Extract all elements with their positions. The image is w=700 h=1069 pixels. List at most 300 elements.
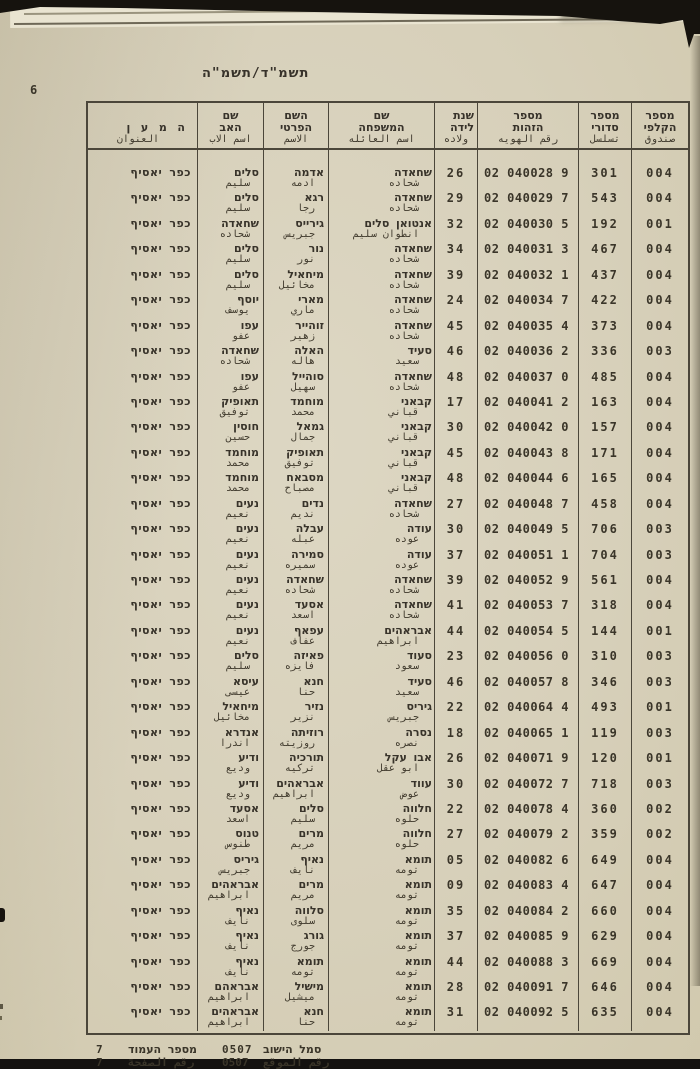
column-address (88, 150, 198, 1031)
cell-ballot: 004 (646, 980, 674, 994)
page-number-top: 6 (30, 83, 38, 97)
cell-ballot: 001 (646, 700, 674, 715)
cell-id: 02 040072 7 (484, 776, 569, 791)
cell-ballot: 004 (646, 929, 674, 944)
cell-birth: 44 (446, 623, 466, 638)
cell-first: אבראהים ابراهيم (272, 776, 324, 800)
header-address (88, 103, 198, 148)
cell-first: רגא رجا (296, 191, 324, 215)
cell-id: 02 040091 7 (484, 980, 569, 994)
cell-first: סוהייל سهيل (290, 369, 324, 393)
cell-birth: 05 (446, 852, 466, 867)
cell-ballot: 004 (646, 318, 674, 333)
header-father-name: שם האב اسم الاب (198, 103, 264, 148)
cell-first: מארי ماري (290, 293, 324, 317)
cell-id: 02 040042 0 (484, 420, 569, 435)
cell-address: כפר יאסיף (130, 293, 191, 307)
cell-father: שחאדה شحاده (219, 344, 259, 368)
footer-settlement-code: 0507 (222, 1043, 253, 1056)
cell-first: נאיף نايف (290, 852, 324, 876)
cell-address: כפר יאסיף (130, 267, 191, 281)
cell-id: 02 040029 7 (484, 191, 569, 206)
scan-mark (0, 1016, 2, 1020)
cell-father: ודיע وديع (225, 776, 259, 800)
cell-address: כפר יאסיף (130, 522, 191, 536)
cell-birth: 28 (446, 980, 466, 994)
cell-ballot: 001 (646, 751, 674, 766)
cell-first: גירייס جبريس (284, 216, 324, 240)
cell-father: סלים سليم (225, 267, 259, 291)
cell-address: כפר יאסיף (130, 878, 191, 892)
cell-id: 02 040043 8 (484, 445, 569, 460)
cell-birth: 39 (446, 573, 466, 587)
cell-birth: 45 (446, 445, 466, 460)
cell-serial: 629 (591, 929, 619, 944)
header-ballot-number: מספר הקלפי صندوق (643, 109, 677, 145)
cell-family: שחאדה شحاده (388, 242, 432, 266)
cell-family: שחאדה شحاده (388, 267, 432, 291)
hebrew-year-title: תשמ"ד/תשמ"ה (202, 66, 310, 81)
cell-birth: 30 (446, 420, 466, 435)
cell-first: עבלה عبله (290, 522, 324, 546)
cell-family: חלווה حلوه (394, 801, 432, 825)
cell-family: שחאדה شحاده (388, 369, 432, 393)
cell-id: 02 040071 9 (484, 751, 569, 766)
cell-father: מיחאיל مخائيل (213, 700, 259, 724)
cell-id: 02 040028 9 (484, 166, 569, 180)
cell-first: נור نور (296, 242, 324, 266)
cell-id: 02 040064 4 (484, 700, 569, 715)
cell-ballot: 001 (646, 623, 674, 638)
cell-id: 02 040037 0 (484, 369, 569, 384)
cell-address: כפר יאסיף (130, 496, 191, 510)
cell-id: 02 040032 1 (484, 267, 569, 282)
cell-father: ודיע وديع (225, 751, 259, 775)
cell-family: קבאני قباني (388, 445, 432, 469)
column-serial (579, 150, 632, 1031)
cell-father: נעים نعيم (225, 573, 259, 596)
cell-first: נזיר نزير (290, 700, 324, 724)
cell-id: 02 040035 4 (484, 318, 569, 333)
cell-id: 02 040049 5 (484, 522, 569, 537)
cell-ballot: 004 (646, 573, 674, 587)
cell-birth: 27 (446, 496, 466, 511)
cell-first: מישיל ميشيل (284, 980, 324, 1003)
cell-father: עפו عفو (231, 318, 259, 342)
cell-id: 02 040030 5 (484, 216, 569, 231)
column-ballot (632, 150, 688, 1031)
cell-address: כפר יאסיף (130, 394, 191, 408)
cell-serial: 647 (591, 878, 619, 893)
cell-birth: 26 (446, 751, 466, 766)
cell-family: שחאדה شحاده (388, 573, 432, 596)
cell-father: חוסין حسين (225, 420, 259, 444)
cell-id: 02 040054 5 (484, 623, 569, 638)
cell-ballot: 002 (646, 827, 674, 842)
cell-id: 02 040052 9 (484, 573, 569, 587)
cell-address: כפר יאסיף (130, 801, 191, 815)
cell-first: סמירה سميره (284, 547, 324, 571)
table-header-row (88, 103, 688, 150)
cell-family: שחאדה شحاده (388, 496, 432, 520)
cell-family: סעיד سعيد (394, 344, 432, 368)
cell-serial: 704 (591, 547, 619, 562)
cell-first: גורג جورج (290, 929, 324, 953)
page-footer-arabic-clipped: 7 رقم الصفحة 0507 رقم الموقع (96, 1056, 330, 1069)
cell-ballot: 004 (646, 878, 674, 893)
cell-father: תאופיק توفيق (219, 394, 259, 418)
cell-address: כפר יאסיף (130, 166, 191, 179)
cell-ballot: 003 (646, 776, 674, 791)
cell-family: אבו עקל ابو عقل (376, 751, 432, 775)
cell-first: תומא تومه (290, 954, 324, 978)
cell-ballot: 004 (646, 420, 674, 435)
table-body (88, 150, 688, 1031)
cell-ballot: 004 (646, 903, 674, 918)
cell-id: 02 040092 5 (484, 1005, 569, 1020)
header-serial-number: מספר סדורי تسلسل (579, 103, 632, 148)
cell-birth: 22 (446, 700, 466, 715)
scan-mark (0, 908, 5, 922)
cell-ballot: 004 (646, 369, 674, 384)
cell-father: נעים نعيم (225, 496, 259, 520)
voter-registry-table (86, 101, 690, 1035)
cell-ballot: 004 (646, 191, 674, 206)
page-right-edge-shadow (690, 36, 700, 986)
cell-serial: 192 (591, 216, 619, 231)
cell-address: כפר יאסיף (130, 547, 191, 561)
cell-ballot: 004 (646, 394, 674, 409)
cell-address: כפר יאסיף (130, 623, 191, 637)
cell-family: שחאדה شحاده (388, 191, 432, 215)
cell-ballot: 004 (646, 267, 674, 282)
cell-family: גיריס جبريس (388, 700, 432, 724)
cell-id: 02 040044 6 (484, 471, 569, 486)
cell-serial: 163 (591, 394, 619, 409)
cell-serial: 635 (591, 1005, 619, 1020)
cell-first: אדמה ادمه (290, 166, 324, 189)
cell-id: 02 040051 1 (484, 547, 569, 562)
cell-serial: 660 (591, 903, 619, 918)
cell-birth: 48 (446, 471, 466, 486)
cell-first: חנא حنا (296, 1005, 324, 1029)
cell-father: עפו عفو (231, 369, 259, 393)
cell-birth: 22 (446, 801, 466, 816)
cell-serial: 346 (591, 674, 619, 689)
cell-address: כפר יאסיף (130, 1005, 191, 1019)
cell-id: 02 040057 8 (484, 674, 569, 689)
cell-first: מרים مريم (290, 827, 324, 851)
cell-ballot: 003 (646, 674, 674, 689)
header-family-name: שם המשפחה اسم العائله (329, 103, 435, 148)
cell-ballot: 004 (646, 166, 674, 180)
cell-father: גיריס جبريس (219, 852, 259, 876)
cell-birth: 09 (446, 878, 466, 893)
cell-ballot: 003 (646, 522, 674, 537)
cell-id: 02 040056 0 (484, 649, 569, 664)
cell-birth: 45 (446, 318, 466, 333)
column-first (264, 150, 329, 1031)
cell-serial: 318 (591, 598, 619, 613)
cell-first: זוהייר زهير (290, 318, 324, 342)
column-family (329, 150, 435, 1031)
cell-birth: 26 (446, 166, 466, 180)
scan-mark (0, 1004, 3, 1009)
cell-serial: 561 (591, 573, 619, 587)
cell-address: כפר יאסיף (130, 649, 191, 663)
cell-father: מוחמד محمد (225, 445, 259, 469)
cell-address: כפר יאסיף (130, 852, 191, 866)
header-first-name: השם הפרטי الاسم (264, 103, 329, 148)
cell-serial: 543 (591, 191, 619, 206)
cell-family: אבראהים ابراهيم (376, 623, 432, 647)
cell-birth: 32 (446, 216, 466, 231)
cell-address: כפר יאסיף (130, 216, 191, 230)
cell-address: כפר יאסיף (130, 929, 191, 943)
cell-ballot: 002 (646, 801, 674, 816)
cell-address: כפר יאסיף (130, 776, 191, 790)
header-address-he: ה מ ע ן (126, 121, 187, 134)
cell-father: טנוס طنوس (225, 827, 259, 851)
cell-father: סלים سليم (225, 242, 259, 266)
cell-father: נאיף نايف (225, 954, 259, 978)
cell-address: כפר יאסיף (130, 980, 191, 993)
cell-family: שחאדה شحاده (388, 598, 432, 622)
cell-father: מוחמד محمد (225, 471, 259, 495)
cell-address: כפר יאסיף (130, 827, 191, 841)
cell-first: סלים سليم (290, 801, 324, 825)
cell-serial: 373 (591, 318, 619, 333)
cell-first: מיחאיל مخائيل (278, 267, 324, 291)
cell-family: עודה عوده (394, 522, 432, 546)
cell-family: חלווה حلوه (394, 827, 432, 851)
cell-father: אסעד اسعد (225, 801, 259, 825)
cell-serial: 301 (591, 166, 619, 180)
cell-ballot: 004 (646, 242, 674, 257)
cell-birth: 48 (446, 369, 466, 384)
cell-address: כפר יאסיף (130, 242, 191, 256)
cell-first: גמאל جمال (290, 420, 324, 444)
cell-family: תומא تومه (394, 980, 432, 1003)
cell-father: עיסא عيسى (225, 674, 259, 698)
cell-serial: 485 (591, 369, 619, 384)
cell-address: כפר יאסיף (130, 598, 191, 612)
footer-settlement-label: סמל הישוב (263, 1043, 322, 1056)
cell-first: תאופיק توفيق (284, 445, 324, 469)
cell-ballot: 004 (646, 496, 674, 511)
cell-father: סלים سليم (225, 191, 259, 215)
cell-family: שחאדה شحاده (388, 166, 432, 189)
cell-ballot: 003 (646, 649, 674, 664)
header-id-number: מספר הזהות رقم الهويه (478, 103, 579, 148)
cell-serial: 144 (591, 623, 619, 638)
cell-address: כפר יאסיף (130, 954, 191, 968)
cell-id: 02 040065 1 (484, 725, 569, 740)
cell-serial: 706 (591, 522, 619, 537)
cell-first: מוחמד محمد (290, 394, 324, 418)
cell-father: נעים نعيم (225, 623, 259, 647)
cell-ballot: 004 (646, 1005, 674, 1020)
cell-serial: 336 (591, 344, 619, 359)
cell-ballot: 003 (646, 725, 674, 740)
cell-address: כפר יאסיף (130, 700, 191, 714)
cell-first: פאיזה فايزه (284, 649, 324, 673)
cell-id: 02 040034 7 (484, 293, 569, 308)
cell-ballot: 004 (646, 852, 674, 867)
cell-birth: 35 (446, 903, 466, 918)
cell-first: רוזיתה روزيته (278, 725, 324, 749)
cell-family: שחאדה شحاده (388, 318, 432, 342)
cell-serial: 493 (591, 700, 619, 715)
cell-id: 02 040083 4 (484, 878, 569, 893)
cell-family: תומא تومه (394, 929, 432, 953)
cell-address: כפר יאסיף (130, 191, 191, 205)
cell-serial: 437 (591, 267, 619, 282)
cell-father: נעים نعيم (225, 547, 259, 571)
cell-ballot: 001 (646, 216, 674, 231)
cell-address: כפר יאסיף (130, 344, 191, 358)
cell-address: כפר יאסיף (130, 420, 191, 434)
cell-serial: 718 (591, 776, 619, 791)
cell-family: עווד عوض (400, 776, 432, 800)
cell-family: קבאני قباني (388, 394, 432, 418)
cell-address: כפר יאסיף (130, 445, 191, 459)
cell-id: 02 040078 4 (484, 801, 569, 816)
page-footer (0, 1043, 700, 1056)
cell-family: תומא تومه (394, 878, 432, 902)
cell-father: יוסף يوسف (225, 293, 259, 317)
cell-family: תומא تومه (394, 903, 432, 927)
cell-family: סעיד سعيد (394, 674, 432, 698)
cell-father: נאיף نايف (225, 903, 259, 927)
cell-ballot: 004 (646, 954, 674, 969)
cell-address: כפר יאסיף (130, 318, 191, 332)
cell-first: האלה هاله (290, 344, 324, 368)
cell-ballot: 004 (646, 471, 674, 486)
cell-family: תומא تومه (394, 852, 432, 876)
cell-first: תורכיה تركيه (284, 751, 324, 775)
cell-birth: 41 (446, 598, 466, 613)
cell-id: 02 040036 2 (484, 344, 569, 359)
cell-father: אבראהים ابراهيم (207, 878, 259, 902)
cell-serial: 649 (591, 852, 619, 867)
cell-first: נדים نديم (290, 496, 324, 520)
cell-father: סלים سليم (225, 166, 259, 189)
cell-serial: 165 (591, 471, 619, 486)
column-father (198, 150, 264, 1031)
cell-serial: 157 (591, 420, 619, 435)
cell-ballot: 004 (646, 445, 674, 460)
cell-birth: 30 (446, 776, 466, 791)
cell-serial: 669 (591, 954, 619, 969)
cell-address: כפר יאסיף (130, 674, 191, 688)
column-birth (435, 150, 478, 1031)
footer-page-label: מספר העמוד (128, 1043, 198, 1056)
cell-address: כפר יאסיף (130, 573, 191, 586)
cell-birth: 24 (446, 293, 466, 308)
cell-father: שחאדה شحاده (219, 216, 259, 240)
cell-ballot: 004 (646, 598, 674, 613)
cell-address: כפר יאסיף (130, 903, 191, 917)
header-address-ar: العنوان (116, 134, 159, 145)
cell-ballot: 003 (646, 344, 674, 359)
cell-ballot: 004 (646, 293, 674, 308)
cell-family: שחאדה شحاده (388, 293, 432, 317)
cell-first: מסבאח مصباح (284, 471, 324, 495)
cell-family: סעוד سعود (394, 649, 432, 673)
cell-family: תומא تومه (394, 954, 432, 978)
cell-first: סלווה سلوى (290, 903, 324, 927)
cell-father: אנדרא اندرا (219, 725, 259, 749)
cell-family: עודה عوده (394, 547, 432, 571)
cell-first: אסעד اسعد (290, 598, 324, 622)
cell-birth: 27 (446, 827, 466, 842)
cell-birth: 34 (446, 242, 466, 257)
cell-ballot: 003 (646, 547, 674, 562)
cell-address: כפר יאסיף (130, 369, 191, 383)
cell-birth: 17 (446, 394, 466, 409)
cell-serial: 310 (591, 649, 619, 664)
cell-first: חנא حنا (296, 674, 324, 698)
cell-id: 02 040041 2 (484, 394, 569, 409)
cell-serial: 467 (591, 242, 619, 257)
cell-family: נסרה نصره (394, 725, 432, 749)
cell-family: אנטואן סלים انطوان سليم (352, 216, 432, 240)
cell-birth: 44 (446, 954, 466, 969)
cell-address: כפר יאסיף (130, 725, 191, 739)
cell-father: אבראהים ابراهيم (207, 1005, 259, 1029)
cell-birth: 30 (446, 522, 466, 537)
cell-family: תומא تومه (394, 1005, 432, 1029)
cell-birth: 18 (446, 725, 466, 740)
cell-address: כפר יאסיף (130, 751, 191, 765)
cell-birth: 31 (446, 1005, 466, 1020)
cell-id: 02 040085 9 (484, 929, 569, 944)
cell-id: 02 040088 3 (484, 954, 569, 969)
cell-birth: 46 (446, 344, 466, 359)
cell-id: 02 040048 7 (484, 496, 569, 511)
cell-serial: 359 (591, 827, 619, 842)
cell-serial: 422 (591, 293, 619, 308)
cell-serial: 171 (591, 445, 619, 460)
cell-father: אבראהם ابراهيم (207, 980, 259, 1003)
cell-first: שחאדה شحاده (284, 573, 324, 596)
cell-id: 02 040079 2 (484, 827, 569, 842)
cell-father: סלים سليم (225, 649, 259, 673)
cell-family: קבאני قباني (388, 471, 432, 495)
cell-family: קבאני قباني (388, 420, 432, 444)
cell-birth: 29 (446, 191, 466, 206)
cell-first: מרים مريم (290, 878, 324, 902)
cell-id: 02 040082 6 (484, 852, 569, 867)
cell-birth: 37 (446, 547, 466, 562)
cell-birth: 46 (446, 674, 466, 689)
cell-birth: 23 (446, 649, 466, 664)
cell-father: נעים نعيم (225, 522, 259, 546)
cell-id: 02 040084 2 (484, 903, 569, 918)
footer-page-value: 7 (96, 1043, 103, 1056)
cell-address: כפר יאסיף (130, 471, 191, 485)
cell-father: נעים نعيم (225, 598, 259, 622)
cell-first: עפאף عفاف (290, 623, 324, 647)
cell-serial: 120 (591, 751, 619, 766)
cell-serial: 119 (591, 725, 619, 740)
cell-id: 02 040053 7 (484, 598, 569, 613)
cell-father: נאיף نايف (225, 929, 259, 953)
column-id (478, 150, 579, 1031)
header-birth-year: שנת לידה ولاده (435, 103, 478, 148)
cell-serial: 458 (591, 496, 619, 511)
